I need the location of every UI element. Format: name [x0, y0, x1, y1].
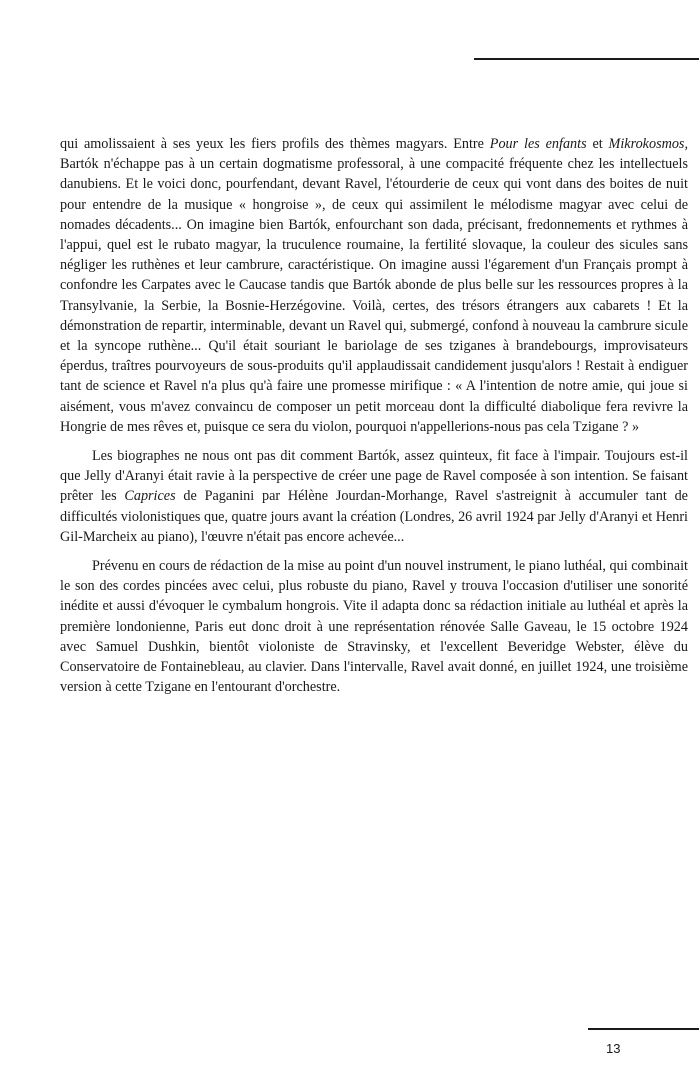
paragraph-1	[60, 134, 688, 437]
text-segment: Les biographes ne nous ont pas dit comment Bartók, assez quinteux, fit face à l'impair. Toujours est-il que Jelly d'Aranyi était ravie à la perspective de créer une page de Ravel composée à son intention. Se faisant prêter les	[60, 448, 688, 505]
footer-rule	[588, 1028, 699, 1030]
text-segment: Bartók n'échappe pas à un certain dogmatisme professoral, à une compacité fréquente chez les intellectuels danubiens. Et le voici donc, pourfendant, devant Ravel, l'étourderie de ceux qui vont dans des boites de nuit pour entendre de la musique « hongroise », de ceux qui assimilent le mélodisme magyar avec celui de nomades décadents... On imagine bien Bartók, enfourchant son dada, précisant, fredonnements et rythmes à l'appui, quel est le rubato magyar, la truculence roumaine, la fertilité slovaque, la couleur des sicules sans négliger les ruthènes et leur cambrure, caractéristique. On imagine aussi l'égarement d'un Français prompt à confondre les Carpates avec le Caucase tandis que Bartók abonde de plus belle sur les ressources propres à la Transylvanie, la Serbie, la Bosnie-Herzégovine. Voilà, certes, des trésors étrangers aux cabarets ! Et la démonstration de repartir, interminable, devant un Ravel qui, submergé, confond à nouveau la cambrure sicule et la syncope ruthène... Qu'il était souriant le bariolage de ses tziganes à brandebourgs, improvisateurs éperdus, traîtres pourvoyeurs de sous-produits qu'il applaudissait candidement jusqu'alors ! Restait à endiguer tant de science et Ravel n'a plus qu'à faire une promesse mirifique : « A l'intention de notre amie, qui joue si aisément, vous m'avez convaincu de composer un petit morceau dont la difficulté diabolique fera revivre la Hongrie de mes rêves et, puisque ce sera du violon, pourquoi n'appellerions-nous pas cela Tzigane ? »	[60, 156, 688, 435]
paragraph-2	[60, 446, 688, 547]
italic-title: Caprices	[124, 488, 176, 505]
text-segment: et	[586, 136, 609, 152]
text-segment: de Paganini par Hélène Jourdan-Morhange, Ravel s'astreignit à accumuler tant de difficultés violonistiques que, quatre jours avant la création (Londres, 26 avril 1924 par Jelly d'Aranyi et Henri Gil-Marcheix au piano), l'œuvre n'était pas encore achevée...	[60, 488, 688, 545]
text-segment: Prévenu en cours de rédaction de la mise au point d'un nouvel instrument, le piano luthéal, qui combinait le son des cordes pincées avec celui, plus robuste du piano, Ravel y trouva l'occasion d'utiliser une sonorité inédite et aussi d'évoquer le cymbalum hongrois. Vite il adapta donc sa rédaction initiale au luthéal et après la première londonienne, Paris eut donc droit à une représentation rénovée Salle Gaveau, le 15 octobre 1924 avec Samuel Dushkin, bientôt violoniste de Stravinsky, et l'excellent Beveridge Webster, élève du Conservatoire de Fontainebleau, au clavier. Dans l'intervalle, Ravel avait donné, en juillet 1924, une troisième version à cette Tzigane en l'entourant d'orchestre.	[60, 558, 688, 696]
text-segment: qui amolissaient à ses yeux les fiers profils des thèmes magyars. Entre	[60, 136, 490, 152]
page-number: 13	[606, 1041, 621, 1056]
paragraph-3	[60, 556, 688, 697]
header-rule	[474, 58, 699, 60]
body-text	[60, 134, 688, 706]
italic-title: Pour les enfants	[489, 136, 587, 152]
italic-title: Mikrokosmos,	[608, 136, 688, 152]
